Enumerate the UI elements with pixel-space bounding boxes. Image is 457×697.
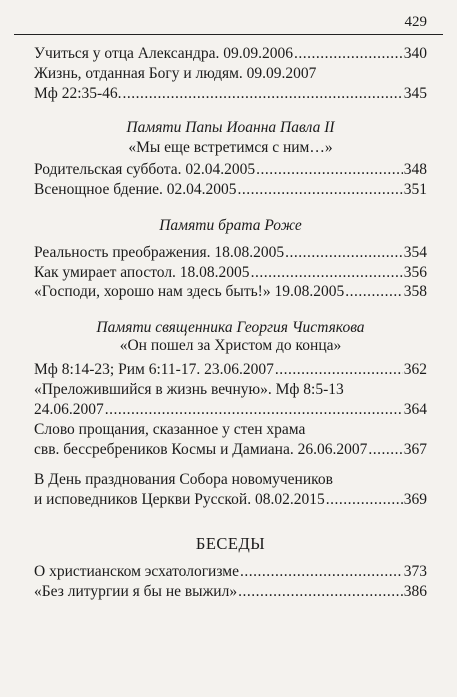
toc-entry [34, 380, 427, 420]
entry-title: Мф 22:35-46. [34, 85, 122, 102]
entry-page: 340 [403, 45, 427, 62]
toc-entry [34, 44, 427, 64]
entry-title: свв. бессребреников Космы и Дамиана. 26.06.2007 [34, 441, 368, 458]
toc-entry [34, 360, 427, 380]
entry-page: 351 [403, 181, 427, 198]
toc-entry [34, 64, 427, 104]
leader-dots [123, 84, 403, 104]
toc-entry [34, 582, 427, 602]
entry-page: 386 [403, 583, 427, 600]
toc-entry [34, 470, 427, 510]
entry-title: 24.06.2007 [34, 401, 104, 418]
entry-title: Всенощное бдение. 02.04.2005 [34, 181, 237, 198]
section-heading: Памяти священника Георгия Чистякова [96, 319, 365, 336]
entry-title: и исповедников Церкви Русской. 08.02.2015 [34, 491, 325, 508]
entry-title: Как умирает апостол. 18.08.2005 [34, 264, 250, 281]
leader-dots [238, 180, 403, 200]
entry-title: О христианском эсхатологизме [34, 563, 239, 580]
entry-page: 362 [403, 361, 427, 378]
leader-dots [251, 263, 403, 283]
leader-dots [275, 360, 403, 380]
entry-title: Учиться у отца Александра. 09.09.2006 [34, 45, 293, 62]
entry-title-line1: Жизнь, отданная Богу и людям. 09.09.2007 [34, 65, 317, 82]
section-subtitle: «Он пошел за Христом до конца» [119, 337, 342, 354]
leader-dots [368, 440, 402, 460]
section-heading: Памяти брата Роже [159, 217, 302, 234]
leader-dots [345, 282, 403, 302]
entry-title: Мф 8:14-23; Рим 6:11-17. 23.06.2007 [34, 361, 274, 378]
leader-dots [285, 243, 403, 263]
entry-title: Родительская суббота. 02.04.2005 [34, 161, 256, 178]
leader-dots [326, 490, 403, 510]
toc-entry [34, 180, 427, 200]
page-number: 429 [404, 14, 427, 30]
section-subtitle: «Мы еще встретимся с ним…» [128, 139, 333, 156]
leader-dots [238, 582, 403, 602]
entry-page: 358 [403, 283, 427, 300]
entry-title-line1: Слово прощания, сказанное у стен храма [34, 421, 306, 438]
toc-entry [34, 160, 427, 180]
toc-entry [34, 562, 427, 582]
leader-dots [240, 562, 403, 582]
section-heading: Памяти Папы Иоанна Павла II [126, 119, 335, 136]
entry-title: «Без литургии я бы не выжил» [34, 583, 238, 600]
leader-dots [294, 44, 403, 64]
entry-page: 373 [403, 563, 427, 580]
toc-entry [34, 420, 427, 460]
entry-title: «Господи, хорошо нам здесь быть!» 19.08.2005 [34, 283, 345, 300]
leader-dots [256, 160, 403, 180]
entry-title: Реальность преображения. 18.08.2005 [34, 244, 285, 261]
entry-page: 354 [403, 244, 427, 261]
leader-dots [105, 400, 403, 420]
entry-page: 345 [403, 85, 427, 102]
entry-page: 364 [403, 401, 427, 418]
entry-title-line1: В День празднования Собора новомучеников [34, 471, 333, 488]
entry-page: 367 [403, 441, 427, 458]
toc-entry [34, 282, 427, 302]
section-title: БЕСЕДЫ [195, 534, 266, 553]
entry-title-line1: «Преложившийся в жизнь вечную». Мф 8:5-13 [34, 381, 344, 398]
entry-page: 369 [403, 491, 427, 508]
entry-page: 356 [403, 264, 427, 281]
header-rule [14, 34, 443, 35]
entry-page: 348 [403, 161, 427, 178]
toc-entry [34, 243, 427, 263]
toc-entry [34, 263, 427, 283]
